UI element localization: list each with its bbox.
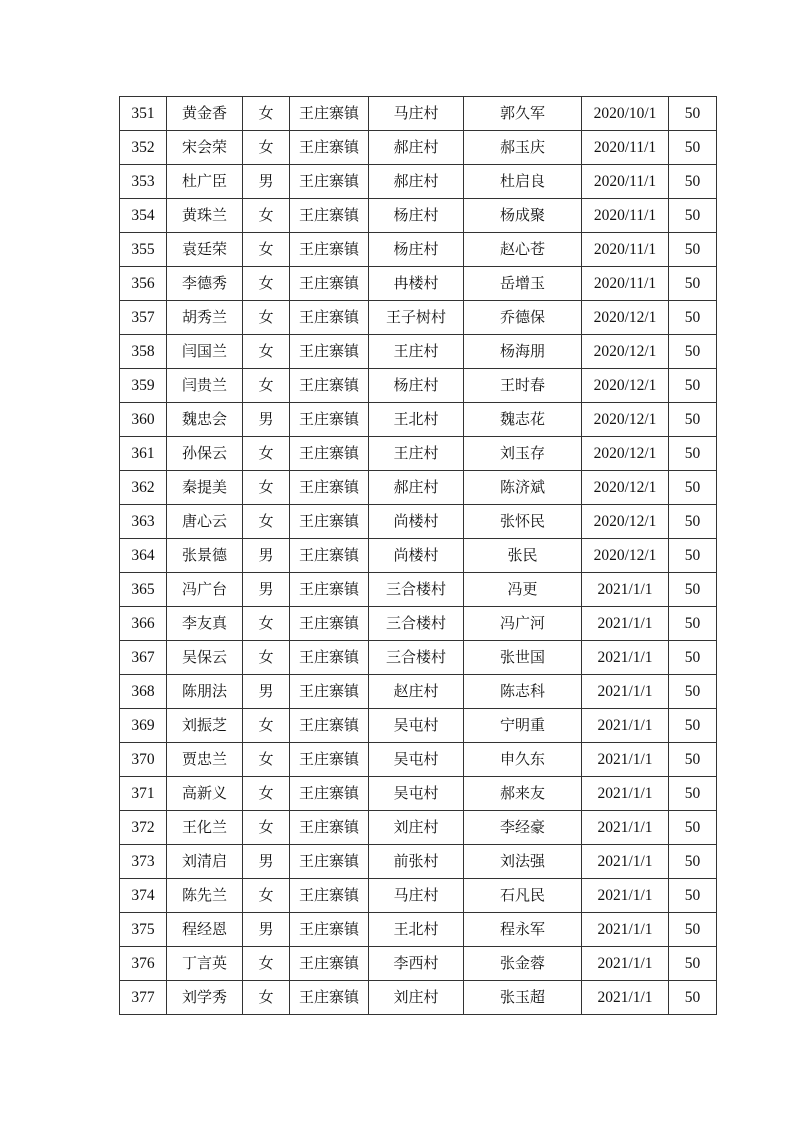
gender-cell: 男 <box>243 573 290 607</box>
seq-cell: 371 <box>120 777 167 811</box>
village-cell: 王庄村 <box>369 437 464 471</box>
date-cell: 2020/10/1 <box>582 97 669 131</box>
town-cell: 王庄寨镇 <box>290 267 369 301</box>
table-row <box>120 131 717 165</box>
name-cell: 黄金香 <box>167 97 243 131</box>
date-cell: 2021/1/1 <box>582 743 669 777</box>
village-cell: 前张村 <box>369 845 464 879</box>
date-cell: 2021/1/1 <box>582 981 669 1015</box>
village-cell: 吴屯村 <box>369 743 464 777</box>
table-row <box>120 573 717 607</box>
name-cell: 刘清启 <box>167 845 243 879</box>
table-row <box>120 675 717 709</box>
name-cell: 袁廷荣 <box>167 233 243 267</box>
gender-cell: 女 <box>243 607 290 641</box>
seq-cell: 361 <box>120 437 167 471</box>
amount-cell: 50 <box>669 879 717 913</box>
gender-cell: 女 <box>243 777 290 811</box>
table-row <box>120 641 717 675</box>
contact-cell: 魏志花 <box>464 403 582 437</box>
contact-cell: 冯广河 <box>464 607 582 641</box>
name-cell: 宋会荣 <box>167 131 243 165</box>
date-cell: 2020/12/1 <box>582 403 669 437</box>
town-cell: 王庄寨镇 <box>290 947 369 981</box>
gender-cell: 男 <box>243 913 290 947</box>
date-cell: 2020/11/1 <box>582 131 669 165</box>
amount-cell: 50 <box>669 437 717 471</box>
date-cell: 2021/1/1 <box>582 607 669 641</box>
town-cell: 王庄寨镇 <box>290 437 369 471</box>
table-row <box>120 233 717 267</box>
seq-cell: 372 <box>120 811 167 845</box>
village-cell: 杨庄村 <box>369 233 464 267</box>
table-row <box>120 811 717 845</box>
town-cell: 王庄寨镇 <box>290 675 369 709</box>
amount-cell: 50 <box>669 97 717 131</box>
gender-cell: 女 <box>243 743 290 777</box>
records-table <box>119 96 717 1015</box>
seq-cell: 376 <box>120 947 167 981</box>
contact-cell: 冯更 <box>464 573 582 607</box>
town-cell: 王庄寨镇 <box>290 845 369 879</box>
gender-cell: 女 <box>243 709 290 743</box>
name-cell: 冯广台 <box>167 573 243 607</box>
contact-cell: 刘玉存 <box>464 437 582 471</box>
town-cell: 王庄寨镇 <box>290 165 369 199</box>
town-cell: 王庄寨镇 <box>290 777 369 811</box>
table-row <box>120 267 717 301</box>
village-cell: 刘庄村 <box>369 811 464 845</box>
seq-cell: 362 <box>120 471 167 505</box>
amount-cell: 50 <box>669 981 717 1015</box>
village-cell: 李西村 <box>369 947 464 981</box>
date-cell: 2020/12/1 <box>582 471 669 505</box>
village-cell: 王庄村 <box>369 335 464 369</box>
town-cell: 王庄寨镇 <box>290 607 369 641</box>
seq-cell: 364 <box>120 539 167 573</box>
date-cell: 2020/11/1 <box>582 233 669 267</box>
gender-cell: 男 <box>243 539 290 573</box>
amount-cell: 50 <box>669 947 717 981</box>
town-cell: 王庄寨镇 <box>290 301 369 335</box>
table-row <box>120 301 717 335</box>
name-cell: 唐心云 <box>167 505 243 539</box>
town-cell: 王庄寨镇 <box>290 505 369 539</box>
village-cell: 郝庄村 <box>369 131 464 165</box>
name-cell: 陈先兰 <box>167 879 243 913</box>
village-cell: 三合楼村 <box>369 607 464 641</box>
contact-cell: 杜启良 <box>464 165 582 199</box>
amount-cell: 50 <box>669 505 717 539</box>
date-cell: 2021/1/1 <box>582 811 669 845</box>
gender-cell: 女 <box>243 131 290 165</box>
village-cell: 马庄村 <box>369 879 464 913</box>
seq-cell: 359 <box>120 369 167 403</box>
seq-cell: 369 <box>120 709 167 743</box>
date-cell: 2020/11/1 <box>582 165 669 199</box>
name-cell: 秦提美 <box>167 471 243 505</box>
village-cell: 尚楼村 <box>369 539 464 573</box>
gender-cell: 女 <box>243 981 290 1015</box>
table-row <box>120 369 717 403</box>
name-cell: 杜广臣 <box>167 165 243 199</box>
seq-cell: 363 <box>120 505 167 539</box>
table-row <box>120 607 717 641</box>
village-cell: 赵庄村 <box>369 675 464 709</box>
seq-cell: 368 <box>120 675 167 709</box>
table-row <box>120 437 717 471</box>
town-cell: 王庄寨镇 <box>290 743 369 777</box>
name-cell: 王化兰 <box>167 811 243 845</box>
village-cell: 杨庄村 <box>369 369 464 403</box>
village-cell: 郝庄村 <box>369 165 464 199</box>
name-cell: 吴保云 <box>167 641 243 675</box>
gender-cell: 女 <box>243 879 290 913</box>
town-cell: 王庄寨镇 <box>290 879 369 913</box>
date-cell: 2020/12/1 <box>582 539 669 573</box>
table-row <box>120 947 717 981</box>
name-cell: 高新义 <box>167 777 243 811</box>
gender-cell: 女 <box>243 505 290 539</box>
table-row <box>120 913 717 947</box>
town-cell: 王庄寨镇 <box>290 131 369 165</box>
seq-cell: 375 <box>120 913 167 947</box>
seq-cell: 365 <box>120 573 167 607</box>
table-row <box>120 97 717 131</box>
amount-cell: 50 <box>669 539 717 573</box>
gender-cell: 女 <box>243 437 290 471</box>
town-cell: 王庄寨镇 <box>290 199 369 233</box>
date-cell: 2020/11/1 <box>582 199 669 233</box>
contact-cell: 陈济斌 <box>464 471 582 505</box>
contact-cell: 张民 <box>464 539 582 573</box>
records-table-container <box>119 96 716 1015</box>
gender-cell: 女 <box>243 335 290 369</box>
town-cell: 王庄寨镇 <box>290 641 369 675</box>
contact-cell: 郝来友 <box>464 777 582 811</box>
seq-cell: 355 <box>120 233 167 267</box>
amount-cell: 50 <box>669 709 717 743</box>
table-body <box>120 97 717 1015</box>
date-cell: 2021/1/1 <box>582 573 669 607</box>
seq-cell: 358 <box>120 335 167 369</box>
seq-cell: 356 <box>120 267 167 301</box>
amount-cell: 50 <box>669 233 717 267</box>
contact-cell: 张金蓉 <box>464 947 582 981</box>
seq-cell: 352 <box>120 131 167 165</box>
town-cell: 王庄寨镇 <box>290 335 369 369</box>
gender-cell: 女 <box>243 233 290 267</box>
amount-cell: 50 <box>669 777 717 811</box>
contact-cell: 刘法强 <box>464 845 582 879</box>
village-cell: 马庄村 <box>369 97 464 131</box>
town-cell: 王庄寨镇 <box>290 811 369 845</box>
table-row <box>120 505 717 539</box>
name-cell: 丁言英 <box>167 947 243 981</box>
seq-cell: 354 <box>120 199 167 233</box>
amount-cell: 50 <box>669 675 717 709</box>
table-row <box>120 335 717 369</box>
gender-cell: 男 <box>243 845 290 879</box>
name-cell: 刘学秀 <box>167 981 243 1015</box>
name-cell: 闫国兰 <box>167 335 243 369</box>
town-cell: 王庄寨镇 <box>290 97 369 131</box>
table-row <box>120 981 717 1015</box>
table-row <box>120 539 717 573</box>
date-cell: 2020/11/1 <box>582 267 669 301</box>
village-cell: 王北村 <box>369 913 464 947</box>
amount-cell: 50 <box>669 845 717 879</box>
village-cell: 三合楼村 <box>369 641 464 675</box>
date-cell: 2021/1/1 <box>582 641 669 675</box>
gender-cell: 女 <box>243 199 290 233</box>
table-row <box>120 879 717 913</box>
date-cell: 2021/1/1 <box>582 879 669 913</box>
contact-cell: 申久东 <box>464 743 582 777</box>
seq-cell: 373 <box>120 845 167 879</box>
town-cell: 王庄寨镇 <box>290 981 369 1015</box>
table-row <box>120 403 717 437</box>
contact-cell: 程永军 <box>464 913 582 947</box>
date-cell: 2021/1/1 <box>582 777 669 811</box>
amount-cell: 50 <box>669 913 717 947</box>
table-row <box>120 709 717 743</box>
table-row <box>120 471 717 505</box>
town-cell: 王庄寨镇 <box>290 913 369 947</box>
date-cell: 2021/1/1 <box>582 675 669 709</box>
gender-cell: 女 <box>243 97 290 131</box>
table-row <box>120 743 717 777</box>
village-cell: 尚楼村 <box>369 505 464 539</box>
contact-cell: 赵心苍 <box>464 233 582 267</box>
name-cell: 张景德 <box>167 539 243 573</box>
contact-cell: 乔德保 <box>464 301 582 335</box>
contact-cell: 张怀民 <box>464 505 582 539</box>
contact-cell: 杨海朋 <box>464 335 582 369</box>
gender-cell: 女 <box>243 369 290 403</box>
gender-cell: 女 <box>243 267 290 301</box>
amount-cell: 50 <box>669 165 717 199</box>
name-cell: 黄珠兰 <box>167 199 243 233</box>
table-row <box>120 165 717 199</box>
gender-cell: 女 <box>243 301 290 335</box>
town-cell: 王庄寨镇 <box>290 709 369 743</box>
contact-cell: 宁明重 <box>464 709 582 743</box>
gender-cell: 女 <box>243 471 290 505</box>
contact-cell: 陈志科 <box>464 675 582 709</box>
gender-cell: 女 <box>243 641 290 675</box>
town-cell: 王庄寨镇 <box>290 539 369 573</box>
gender-cell: 男 <box>243 165 290 199</box>
seq-cell: 357 <box>120 301 167 335</box>
contact-cell: 李经豪 <box>464 811 582 845</box>
name-cell: 刘振芝 <box>167 709 243 743</box>
date-cell: 2020/12/1 <box>582 335 669 369</box>
village-cell: 吴屯村 <box>369 709 464 743</box>
amount-cell: 50 <box>669 131 717 165</box>
gender-cell: 女 <box>243 811 290 845</box>
name-cell: 闫贵兰 <box>167 369 243 403</box>
amount-cell: 50 <box>669 471 717 505</box>
date-cell: 2020/12/1 <box>582 437 669 471</box>
village-cell: 王北村 <box>369 403 464 437</box>
seq-cell: 360 <box>120 403 167 437</box>
table-row <box>120 845 717 879</box>
town-cell: 王庄寨镇 <box>290 369 369 403</box>
village-cell: 三合楼村 <box>369 573 464 607</box>
amount-cell: 50 <box>669 811 717 845</box>
gender-cell: 女 <box>243 947 290 981</box>
date-cell: 2021/1/1 <box>582 709 669 743</box>
gender-cell: 男 <box>243 403 290 437</box>
seq-cell: 370 <box>120 743 167 777</box>
contact-cell: 张世国 <box>464 641 582 675</box>
gender-cell: 男 <box>243 675 290 709</box>
contact-cell: 杨成聚 <box>464 199 582 233</box>
amount-cell: 50 <box>669 641 717 675</box>
name-cell: 李德秀 <box>167 267 243 301</box>
contact-cell: 郭久军 <box>464 97 582 131</box>
date-cell: 2021/1/1 <box>582 845 669 879</box>
date-cell: 2021/1/1 <box>582 947 669 981</box>
town-cell: 王庄寨镇 <box>290 403 369 437</box>
amount-cell: 50 <box>669 301 717 335</box>
seq-cell: 366 <box>120 607 167 641</box>
amount-cell: 50 <box>669 403 717 437</box>
name-cell: 程经恩 <box>167 913 243 947</box>
name-cell: 陈朋法 <box>167 675 243 709</box>
date-cell: 2021/1/1 <box>582 913 669 947</box>
amount-cell: 50 <box>669 199 717 233</box>
seq-cell: 367 <box>120 641 167 675</box>
town-cell: 王庄寨镇 <box>290 471 369 505</box>
amount-cell: 50 <box>669 743 717 777</box>
name-cell: 胡秀兰 <box>167 301 243 335</box>
name-cell: 贾忠兰 <box>167 743 243 777</box>
name-cell: 李友真 <box>167 607 243 641</box>
name-cell: 孙保云 <box>167 437 243 471</box>
date-cell: 2020/12/1 <box>582 369 669 403</box>
contact-cell: 郝玉庆 <box>464 131 582 165</box>
town-cell: 王庄寨镇 <box>290 573 369 607</box>
name-cell: 魏忠会 <box>167 403 243 437</box>
seq-cell: 353 <box>120 165 167 199</box>
village-cell: 冉楼村 <box>369 267 464 301</box>
contact-cell: 岳增玉 <box>464 267 582 301</box>
contact-cell: 张玉超 <box>464 981 582 1015</box>
date-cell: 2020/12/1 <box>582 301 669 335</box>
contact-cell: 石凡民 <box>464 879 582 913</box>
amount-cell: 50 <box>669 267 717 301</box>
table-row <box>120 199 717 233</box>
seq-cell: 377 <box>120 981 167 1015</box>
amount-cell: 50 <box>669 607 717 641</box>
village-cell: 郝庄村 <box>369 471 464 505</box>
amount-cell: 50 <box>669 369 717 403</box>
village-cell: 杨庄村 <box>369 199 464 233</box>
village-cell: 王子树村 <box>369 301 464 335</box>
seq-cell: 351 <box>120 97 167 131</box>
village-cell: 刘庄村 <box>369 981 464 1015</box>
amount-cell: 50 <box>669 573 717 607</box>
amount-cell: 50 <box>669 335 717 369</box>
village-cell: 吴屯村 <box>369 777 464 811</box>
town-cell: 王庄寨镇 <box>290 233 369 267</box>
date-cell: 2020/12/1 <box>582 505 669 539</box>
table-row <box>120 777 717 811</box>
contact-cell: 王时春 <box>464 369 582 403</box>
seq-cell: 374 <box>120 879 167 913</box>
